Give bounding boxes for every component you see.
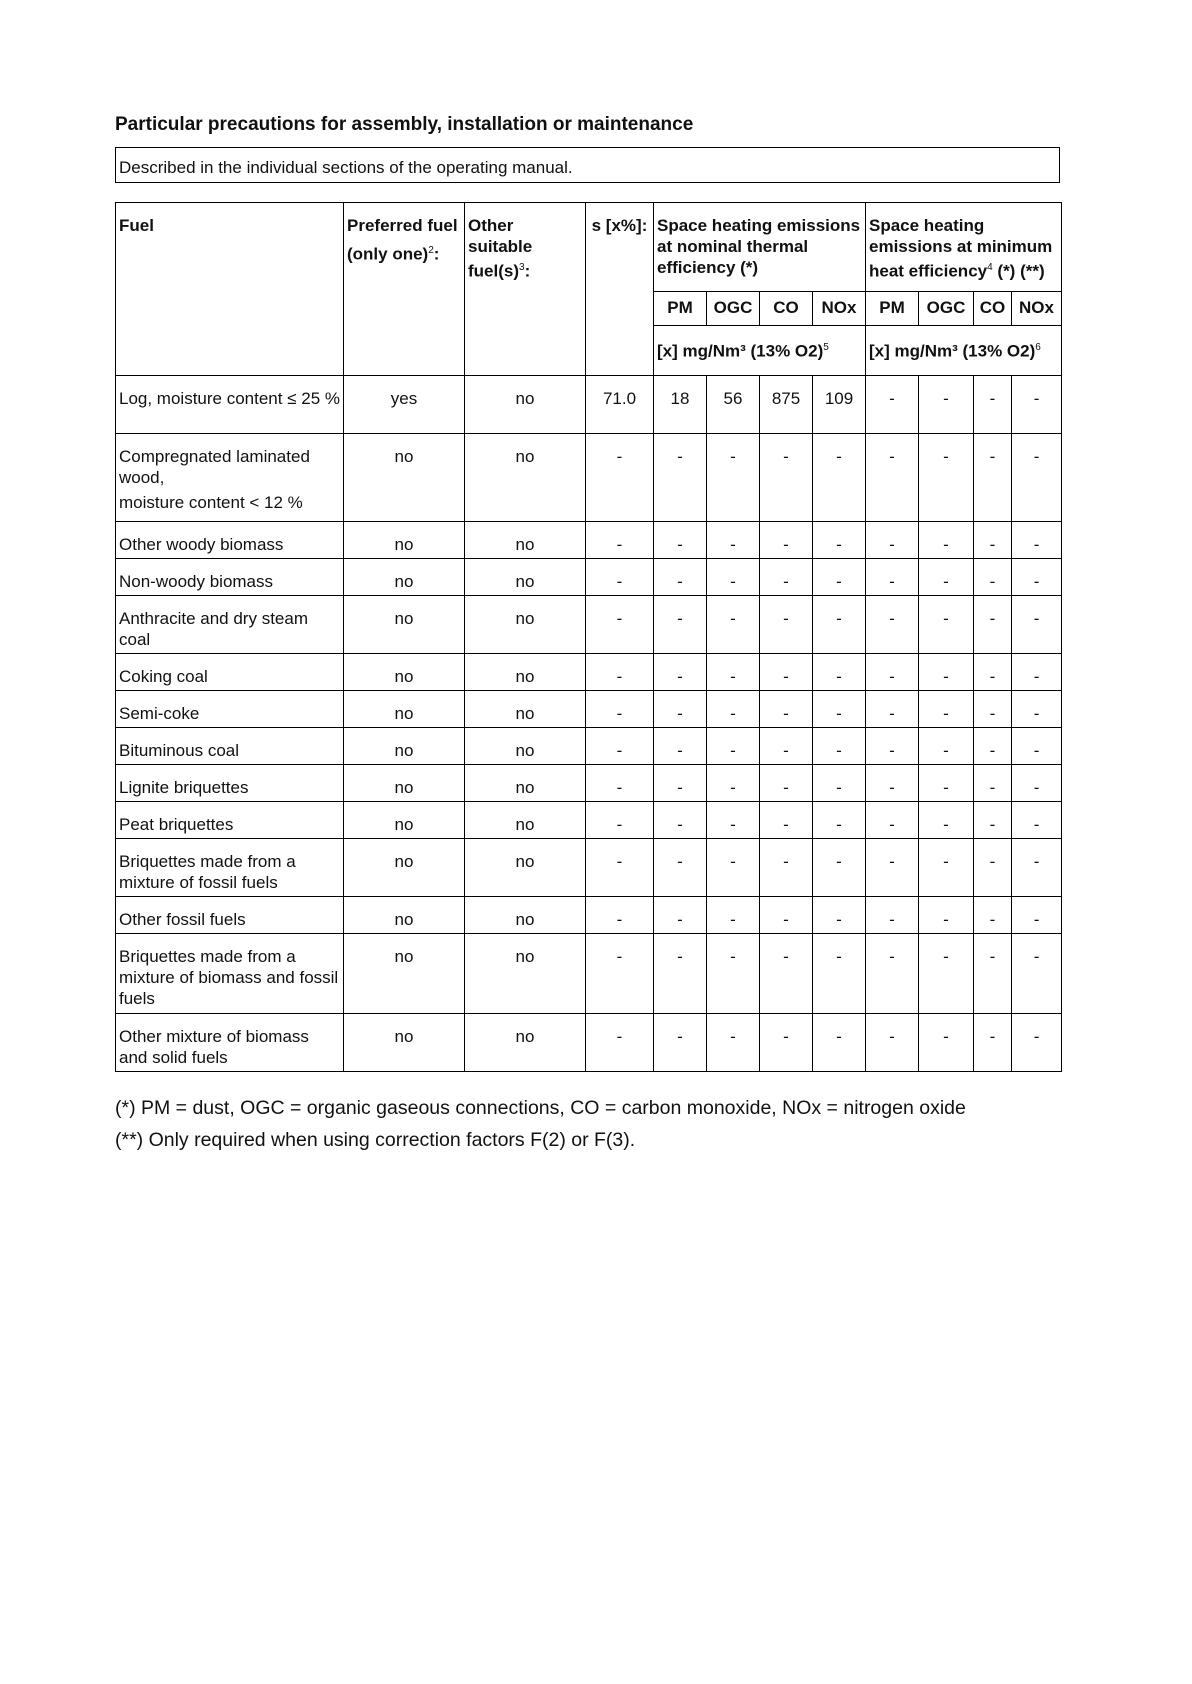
other-fuel-cell: no bbox=[465, 728, 586, 765]
nominal-co-cell: - bbox=[760, 839, 813, 897]
minimum-pm-cell: - bbox=[866, 691, 919, 728]
table-row bbox=[116, 654, 1062, 691]
s-value-cell: - bbox=[586, 559, 654, 596]
preferred-fuel-cell: no bbox=[344, 839, 465, 897]
minimum-ogc-cell: - bbox=[919, 802, 974, 839]
minimum-co-cell: - bbox=[974, 691, 1012, 728]
preferred-fuel-cell: yes bbox=[344, 376, 465, 434]
nominal-nox-cell: - bbox=[813, 728, 866, 765]
minimum-pm-cell: - bbox=[866, 765, 919, 802]
preferred-fuel-cell: no bbox=[344, 691, 465, 728]
minimum-nox-cell: - bbox=[1012, 691, 1062, 728]
preferred-fuel-cell: no bbox=[344, 559, 465, 596]
header-nominal-ogc: OGC bbox=[707, 292, 760, 326]
fuel-name: Lignite briquettes bbox=[116, 765, 344, 802]
nominal-nox-cell: - bbox=[813, 802, 866, 839]
minimum-pm-cell: - bbox=[866, 596, 919, 654]
minimum-nox-cell: - bbox=[1012, 596, 1062, 654]
fuel-name: Other mixture of biomass and solid fuels bbox=[116, 1014, 344, 1072]
fuel-name: Peat briquettes bbox=[116, 802, 344, 839]
table-row bbox=[116, 839, 1062, 897]
minimum-ogc-cell: - bbox=[919, 691, 974, 728]
fuel-name: Compregnated laminated wood, moisture content < 12 % bbox=[116, 434, 344, 522]
minimum-co-cell: - bbox=[974, 434, 1012, 522]
footnote-correction-factors: (**) Only required when using correction factors F(2) or F(3). bbox=[115, 1129, 636, 1151]
preferred-fuel-cell: no bbox=[344, 596, 465, 654]
table-row bbox=[116, 376, 1062, 434]
s-value-cell: - bbox=[586, 897, 654, 934]
nominal-nox-cell: 109 bbox=[813, 376, 866, 434]
minimum-nox-cell: - bbox=[1012, 897, 1062, 934]
minimum-co-cell: - bbox=[974, 376, 1012, 434]
nominal-nox-cell: - bbox=[813, 934, 866, 1014]
minimum-co-cell: - bbox=[974, 934, 1012, 1014]
nominal-pm-cell: - bbox=[654, 522, 707, 559]
nominal-co-cell: 875 bbox=[760, 376, 813, 434]
table-row bbox=[116, 434, 1062, 522]
preferred-fuel-cell: no bbox=[344, 522, 465, 559]
minimum-ogc-cell: - bbox=[919, 765, 974, 802]
minimum-nox-cell: - bbox=[1012, 765, 1062, 802]
nominal-pm-cell: - bbox=[654, 765, 707, 802]
minimum-ogc-cell: - bbox=[919, 596, 974, 654]
minimum-co-cell: - bbox=[974, 765, 1012, 802]
minimum-ogc-cell: - bbox=[919, 376, 974, 434]
table-row bbox=[116, 522, 1062, 559]
section-title: Particular precautions for assembly, installation or maintenance bbox=[115, 114, 694, 135]
header-nominal-nox: NOx bbox=[813, 292, 866, 326]
other-fuel-cell: no bbox=[465, 1014, 586, 1072]
fuel-name: Briquettes made from a mixture of biomass and fossil fuels bbox=[116, 934, 344, 1014]
nominal-pm-cell: - bbox=[654, 654, 707, 691]
nominal-nox-cell: - bbox=[813, 434, 866, 522]
minimum-pm-cell: - bbox=[866, 839, 919, 897]
preferred-fuel-cell: no bbox=[344, 897, 465, 934]
fuel-name: Briquettes made from a mixture of fossil fuels bbox=[116, 839, 344, 897]
header-minimum-emissions: Space heating emissions at minimum heat efficiency$^4$ (*) (**) bbox=[866, 203, 1062, 292]
minimum-nox-cell: - bbox=[1012, 839, 1062, 897]
header-minimum-pm: PM bbox=[866, 292, 919, 326]
minimum-co-cell: - bbox=[974, 654, 1012, 691]
footnote-abbreviations: (*) PM = dust, OGC = organic gaseous connections, CO = carbon monoxide, NOx = nitrogen oxide bbox=[115, 1097, 966, 1119]
minimum-pm-cell: - bbox=[866, 728, 919, 765]
nominal-co-cell: - bbox=[760, 434, 813, 522]
nominal-co-cell: - bbox=[760, 559, 813, 596]
preferred-fuel-cell: no bbox=[344, 434, 465, 522]
other-fuel-cell: no bbox=[465, 596, 586, 654]
minimum-nox-cell: - bbox=[1012, 802, 1062, 839]
header-nominal-emissions: Space heating emissions at nominal thermal efficiency (*) bbox=[654, 203, 866, 292]
nominal-co-cell: - bbox=[760, 596, 813, 654]
footnotes bbox=[115, 1092, 966, 1156]
other-fuel-cell: no bbox=[465, 765, 586, 802]
minimum-nox-cell: - bbox=[1012, 376, 1062, 434]
nominal-ogc-cell: 56 bbox=[707, 376, 760, 434]
nominal-ogc-cell: - bbox=[707, 559, 760, 596]
preferred-fuel-cell: no bbox=[344, 1014, 465, 1072]
other-fuel-cell: no bbox=[465, 691, 586, 728]
nominal-pm-cell: - bbox=[654, 897, 707, 934]
nominal-ogc-cell: - bbox=[707, 765, 760, 802]
s-value-cell: - bbox=[586, 434, 654, 522]
header-minimum-ogc: OGC bbox=[919, 292, 974, 326]
preferred-fuel-cell: no bbox=[344, 934, 465, 1014]
minimum-co-cell: - bbox=[974, 897, 1012, 934]
nominal-pm-cell: - bbox=[654, 934, 707, 1014]
nominal-co-cell: - bbox=[760, 1014, 813, 1072]
nominal-co-cell: - bbox=[760, 728, 813, 765]
table-row bbox=[116, 728, 1062, 765]
nominal-pm-cell: - bbox=[654, 839, 707, 897]
s-value-cell: - bbox=[586, 1014, 654, 1072]
nominal-ogc-cell: - bbox=[707, 897, 760, 934]
other-fuel-cell: no bbox=[465, 434, 586, 522]
nominal-pm-cell: - bbox=[654, 1014, 707, 1072]
nominal-co-cell: - bbox=[760, 897, 813, 934]
nominal-ogc-cell: - bbox=[707, 839, 760, 897]
fuel-name-line2: moisture content < 12 % bbox=[119, 493, 303, 512]
nominal-ogc-cell: - bbox=[707, 1014, 760, 1072]
minimum-co-cell: - bbox=[974, 1014, 1012, 1072]
nominal-nox-cell: - bbox=[813, 1014, 866, 1072]
other-fuel-cell: no bbox=[465, 376, 586, 434]
minimum-pm-cell: - bbox=[866, 522, 919, 559]
nominal-nox-cell: - bbox=[813, 897, 866, 934]
header-nominal-co: CO bbox=[760, 292, 813, 326]
minimum-ogc-cell: - bbox=[919, 654, 974, 691]
minimum-pm-cell: - bbox=[866, 897, 919, 934]
minimum-ogc-cell: - bbox=[919, 934, 974, 1014]
description-box: Described in the individual sections of the operating manual. bbox=[115, 147, 1060, 183]
minimum-nox-cell: - bbox=[1012, 654, 1062, 691]
nominal-pm-cell: - bbox=[654, 559, 707, 596]
minimum-co-cell: - bbox=[974, 522, 1012, 559]
unit-minimum: [x] mg/Nm³ (13% O2)$^6$ bbox=[866, 326, 1062, 376]
nominal-ogc-cell: - bbox=[707, 654, 760, 691]
nominal-co-cell: - bbox=[760, 654, 813, 691]
fuel-name: Bituminous coal bbox=[116, 728, 344, 765]
minimum-pm-cell: - bbox=[866, 934, 919, 1014]
header-s: s [x%]: bbox=[586, 203, 654, 376]
table-row bbox=[116, 1014, 1062, 1072]
minimum-pm-cell: - bbox=[866, 376, 919, 434]
nominal-co-cell: - bbox=[760, 691, 813, 728]
table-row bbox=[116, 934, 1062, 1014]
s-value-cell: - bbox=[586, 934, 654, 1014]
fuel-name: Other woody biomass bbox=[116, 522, 344, 559]
preferred-fuel-cell: no bbox=[344, 728, 465, 765]
minimum-ogc-cell: - bbox=[919, 839, 974, 897]
nominal-nox-cell: - bbox=[813, 765, 866, 802]
nominal-nox-cell: - bbox=[813, 654, 866, 691]
nominal-ogc-cell: - bbox=[707, 434, 760, 522]
nominal-co-cell: - bbox=[760, 522, 813, 559]
fuel-name: Non-woody biomass bbox=[116, 559, 344, 596]
fuel-name: Log, moisture content ≤ 25 % bbox=[116, 376, 344, 434]
header-other-fuels: Other suitable $fuel(s)^3$: bbox=[465, 203, 586, 376]
preferred-fuel-cell: no bbox=[344, 654, 465, 691]
s-value-cell: - bbox=[586, 654, 654, 691]
minimum-nox-cell: - bbox=[1012, 434, 1062, 522]
unit-nominal: [x] mg/Nm³ (13% O2)$^5$ bbox=[654, 326, 866, 376]
minimum-pm-cell: - bbox=[866, 802, 919, 839]
nominal-ogc-cell: - bbox=[707, 522, 760, 559]
minimum-co-cell: - bbox=[974, 728, 1012, 765]
nominal-pm-cell: - bbox=[654, 802, 707, 839]
fuel-name: Anthracite and dry steam coal bbox=[116, 596, 344, 654]
other-fuel-cell: no bbox=[465, 802, 586, 839]
minimum-nox-cell: - bbox=[1012, 934, 1062, 1014]
nominal-pm-cell: - bbox=[654, 728, 707, 765]
nominal-ogc-cell: - bbox=[707, 596, 760, 654]
table-row bbox=[116, 802, 1062, 839]
minimum-pm-cell: - bbox=[866, 654, 919, 691]
preferred-fuel-cell: no bbox=[344, 802, 465, 839]
s-value-cell: - bbox=[586, 691, 654, 728]
other-fuel-cell: no bbox=[465, 839, 586, 897]
s-value-cell: - bbox=[586, 802, 654, 839]
nominal-nox-cell: - bbox=[813, 691, 866, 728]
header-minimum-nox: NOx bbox=[1012, 292, 1062, 326]
s-value-cell: - bbox=[586, 728, 654, 765]
header-fuel: Fuel bbox=[116, 203, 344, 376]
s-value-cell: - bbox=[586, 522, 654, 559]
other-fuel-cell: no bbox=[465, 522, 586, 559]
minimum-pm-cell: - bbox=[866, 1014, 919, 1072]
table-row bbox=[116, 559, 1062, 596]
nominal-ogc-cell: - bbox=[707, 728, 760, 765]
nominal-co-cell: - bbox=[760, 802, 813, 839]
header-preferred-fuel: Preferred fuel (only one)$^2$: bbox=[344, 203, 465, 376]
nominal-ogc-cell: - bbox=[707, 934, 760, 1014]
nominal-pm-cell: - bbox=[654, 596, 707, 654]
nominal-nox-cell: - bbox=[813, 559, 866, 596]
nominal-co-cell: - bbox=[760, 934, 813, 1014]
header-minimum-co: CO bbox=[974, 292, 1012, 326]
s-value-cell: - bbox=[586, 765, 654, 802]
nominal-pm-cell: - bbox=[654, 691, 707, 728]
nominal-nox-cell: - bbox=[813, 522, 866, 559]
s-value-cell: - bbox=[586, 596, 654, 654]
minimum-ogc-cell: - bbox=[919, 728, 974, 765]
fuel-name: Coking coal bbox=[116, 654, 344, 691]
minimum-co-cell: - bbox=[974, 596, 1012, 654]
nominal-ogc-cell: - bbox=[707, 691, 760, 728]
minimum-nox-cell: - bbox=[1012, 1014, 1062, 1072]
minimum-co-cell: - bbox=[974, 802, 1012, 839]
other-fuel-cell: no bbox=[465, 934, 586, 1014]
header-nominal-pm: PM bbox=[654, 292, 707, 326]
minimum-nox-cell: - bbox=[1012, 522, 1062, 559]
nominal-pm-cell: 18 bbox=[654, 376, 707, 434]
nominal-ogc-cell: - bbox=[707, 802, 760, 839]
table-row bbox=[116, 596, 1062, 654]
other-fuel-cell: no bbox=[465, 897, 586, 934]
preferred-fuel-cell: no bbox=[344, 765, 465, 802]
minimum-co-cell: - bbox=[974, 559, 1012, 596]
minimum-ogc-cell: - bbox=[919, 1014, 974, 1072]
nominal-nox-cell: - bbox=[813, 839, 866, 897]
table-row bbox=[116, 765, 1062, 802]
s-value-cell: 71.0 bbox=[586, 376, 654, 434]
other-fuel-cell: no bbox=[465, 654, 586, 691]
minimum-ogc-cell: - bbox=[919, 522, 974, 559]
fuel-name: Semi-coke bbox=[116, 691, 344, 728]
minimum-pm-cell: - bbox=[866, 559, 919, 596]
minimum-pm-cell: - bbox=[866, 434, 919, 522]
fuel-emissions-table bbox=[115, 202, 1062, 1072]
nominal-pm-cell: - bbox=[654, 434, 707, 522]
nominal-co-cell: - bbox=[760, 765, 813, 802]
table-row bbox=[116, 691, 1062, 728]
s-value-cell: - bbox=[586, 839, 654, 897]
minimum-nox-cell: - bbox=[1012, 728, 1062, 765]
minimum-ogc-cell: - bbox=[919, 897, 974, 934]
minimum-ogc-cell: - bbox=[919, 434, 974, 522]
minimum-nox-cell: - bbox=[1012, 559, 1062, 596]
fuel-name: Other fossil fuels bbox=[116, 897, 344, 934]
table-row bbox=[116, 897, 1062, 934]
other-fuel-cell: no bbox=[465, 559, 586, 596]
minimum-ogc-cell: - bbox=[919, 559, 974, 596]
minimum-co-cell: - bbox=[974, 839, 1012, 897]
nominal-nox-cell: - bbox=[813, 596, 866, 654]
